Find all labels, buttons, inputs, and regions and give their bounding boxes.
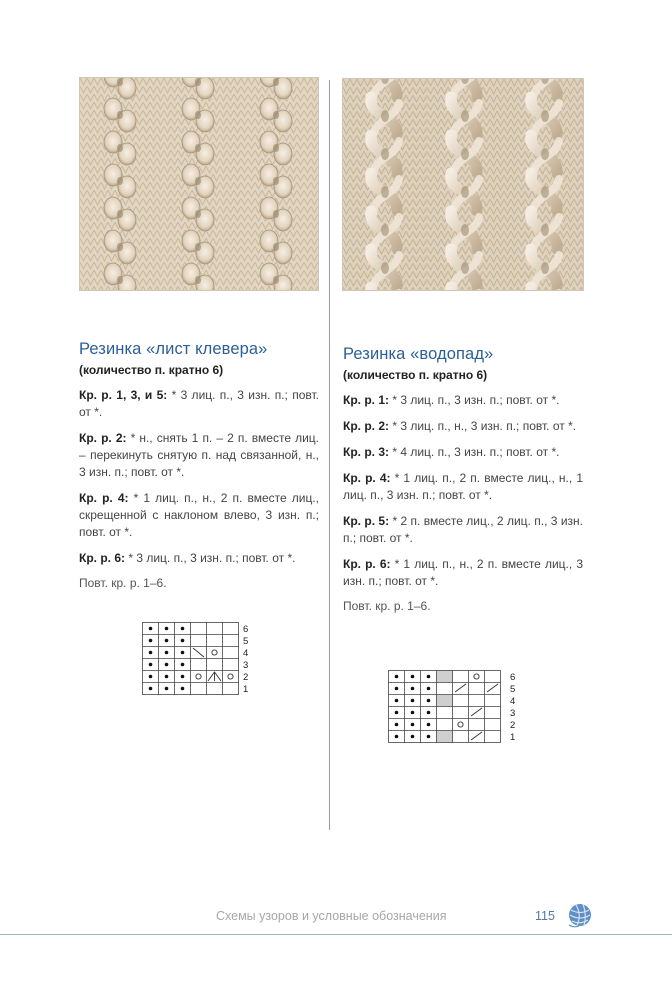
row-text: * 1 лиц. п., н., 2 п. вместе лиц., 3 изн. п.; повт. от *. [343,557,583,588]
chart-row-number: 4 [510,696,516,707]
pattern-waterfall-rib [343,345,583,613]
chart-row-number: 6 [243,624,249,635]
repeat-note: Повт. кр. р. 1–6. [343,599,431,613]
row-instruction [343,392,583,409]
chart-row-number: 3 [510,708,516,719]
page-number: 115 [535,909,555,923]
row-text: * 1 лиц. п., 2 п. вместе лиц., н., 1 лиц. п., 3 изн. п.; повт. от *. [343,471,583,502]
row-instruction [79,550,319,567]
row-text: * 2 п. вместе лиц., 2 лиц. п., 3 изн. п.; повт. от *. [343,514,583,545]
chart-row-number: 5 [510,684,516,695]
yarn-ball-icon [566,901,594,929]
row-text: * 1 лиц. п., н., 2 п. вместе лиц., скрещенной с наклоном влево, 3 изн. п.; повт. от *. [79,491,319,539]
row-label: Кр. р. 4: [79,491,129,505]
row-label: Кр. р. 2: [343,419,389,433]
pattern-stitch-multiple: (количество п. кратно 6) [343,368,488,382]
swatch-photo-clover-rib [79,77,319,291]
footer-rule [0,934,672,935]
chart-row-number: 4 [243,648,249,659]
row-label: Кр. р. 2: [79,431,127,445]
row-label: Кр. р. 6: [79,551,125,565]
row-instruction [79,490,319,541]
row-instruction [343,513,583,547]
chart-row-number: 6 [510,672,516,683]
row-label: Кр. р. 5: [343,514,390,528]
row-text: * 4 лиц. п., 3 изн. п.; повт. от *. [389,445,560,459]
pattern-clover-rib [79,340,319,590]
row-label: Кр. р. 6: [343,557,391,571]
chart-row-number: 3 [243,660,249,671]
row-label: Кр. р. 1: [343,393,389,407]
chart-row-number: 1 [510,732,516,743]
row-instruction [79,387,319,421]
chart-row-number: 2 [243,672,249,683]
knitting-chart-waterfall-rib [388,670,533,750]
chart-row-number: 2 [510,720,516,731]
pattern-stitch-multiple: (количество п. кратно 6) [79,363,224,377]
row-instruction [343,418,583,435]
swatch-photo-waterfall-rib [342,78,584,291]
row-text: * н., снять 1 п. – 2 п. вместе лиц. – перекинуть снятую п. над связанной, н., 3 изн. п.; повт. от *. [79,431,319,479]
chart-row-number: 1 [243,684,249,695]
row-text: * 3 лиц. п., н., 3 изн. п.; повт. от *. [389,419,577,433]
column-divider [329,80,330,830]
row-instruction [343,444,583,461]
row-label: Кр. р. 4: [343,471,391,485]
repeat-note: Повт. кр. р. 1–6. [79,576,167,590]
pattern-title: Резинка «лист клевера» [79,340,268,358]
row-instruction [343,556,583,590]
chart-row-number: 5 [243,636,249,647]
row-text: * 3 лиц. п., 3 изн. п.; повт. от *. [79,388,319,419]
row-label: Кр. р. 3: [343,445,389,459]
row-text: * 3 лиц. п., 3 изн. п.; повт. от *. [125,551,296,565]
knitting-chart-clover-rib [142,622,267,702]
row-label: Кр. р. 1, 3, и 5: [79,388,168,402]
row-instruction [343,470,583,504]
footer-section-title: Схемы узоров и условные обозначения [216,909,447,923]
row-instruction [79,430,319,481]
row-text: * 3 лиц. п., 3 изн. п.; повт. от *. [389,393,560,407]
pattern-title: Резинка «водопад» [343,345,494,363]
